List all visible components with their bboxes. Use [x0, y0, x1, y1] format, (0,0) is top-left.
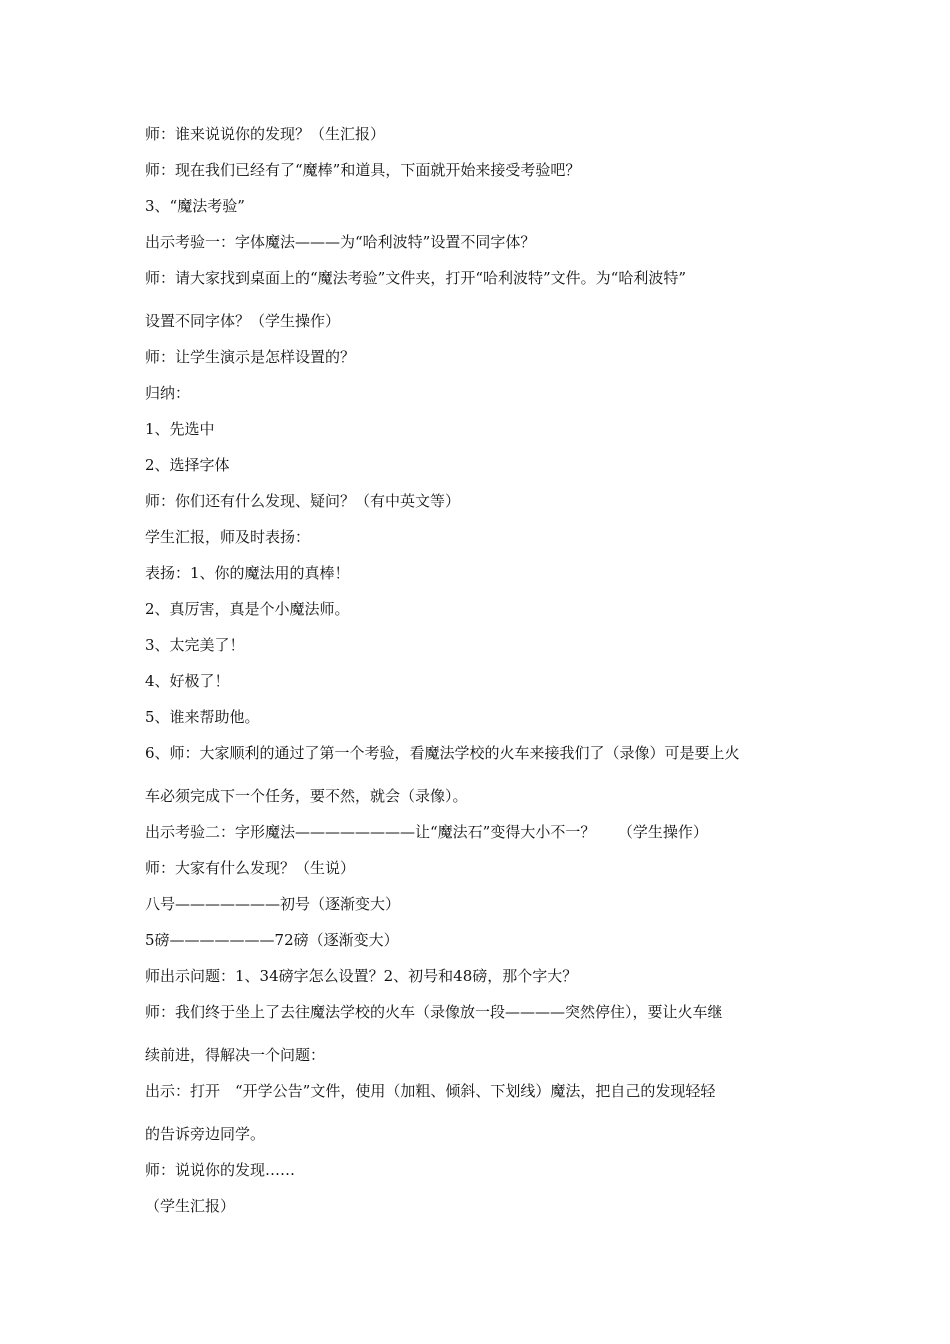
text-line: 师出示问题：1、34磅字怎么设置？2、初号和48磅，那个字大？ [145, 967, 578, 985]
text-line: 3、太完美了！ [145, 636, 245, 654]
text-line: 4、好极了！ [145, 672, 230, 690]
text-line: 表扬：1、你的魔法用的真棒！ [145, 564, 350, 582]
text-line: 出示：打开 “开学公告”文件，使用（加粗、倾斜、下划线）魔法，把自己的发现轻轻 [145, 1082, 716, 1100]
text-line: 师：说说你的发现…… [145, 1161, 296, 1179]
text-line: 出示考验一：字体魔法———为“哈利波特”设置不同字体？ [145, 233, 536, 251]
text-line: （学生汇报） [145, 1197, 236, 1215]
text-line: 续前进，得解决一个问题： [145, 1046, 326, 1064]
text-line: 八号———————初号（逐渐变大） [145, 895, 401, 913]
text-line: 车必须完成下一个任务，要不然，就会（录像）。 [145, 787, 468, 805]
text-line: 5、谁来帮助他。 [145, 708, 260, 726]
text-line: 师：我们终于坐上了去往魔法学校的火车（录像放一段————突然停住），要让火车继 [145, 1003, 723, 1021]
text-line: 师：请大家找到桌面上的“魔法考验”文件夹，打开“哈利波特”文件。为“哈利波特” [145, 269, 687, 287]
text-line: 师：你们还有什么发现、疑问？（有中英文等） [145, 492, 461, 510]
text-line: 师：现在我们已经有了“魔棒”和道具，下面就开始来接受考验吧？ [145, 161, 581, 179]
text-line: 师：谁来说说你的发现？（生汇报） [145, 125, 386, 143]
text-line: 设置不同字体？（学生操作） [145, 312, 341, 330]
text-line: 师：让学生演示是怎样设置的？ [145, 348, 356, 366]
text-line: 6、师：大家顺利的通过了第一个考验，看魔法学校的火车来接我们了（录像）可是要上火 [145, 744, 740, 762]
text-line: 2、选择字体 [145, 456, 230, 474]
text-line: 2、真厉害，真是个小魔法师。 [145, 600, 350, 618]
text-line: 3、“魔法考验” [145, 197, 245, 215]
text-line: 归纳： [145, 384, 191, 402]
text-line: 1、先选中 [145, 420, 215, 438]
text-line: 5磅———————72磅（逐渐变大） [145, 931, 399, 949]
document-body [145, 124, 815, 1216]
text-line: 学生汇报，师及时表扬： [145, 528, 311, 546]
text-line: 出示考验二：字形魔法————————让“魔法石”变得大小不一？ （学生操作） [145, 823, 708, 841]
text-line: 的告诉旁边同学。 [145, 1125, 266, 1143]
text-line: 师：大家有什么发现？（生说） [145, 859, 356, 877]
